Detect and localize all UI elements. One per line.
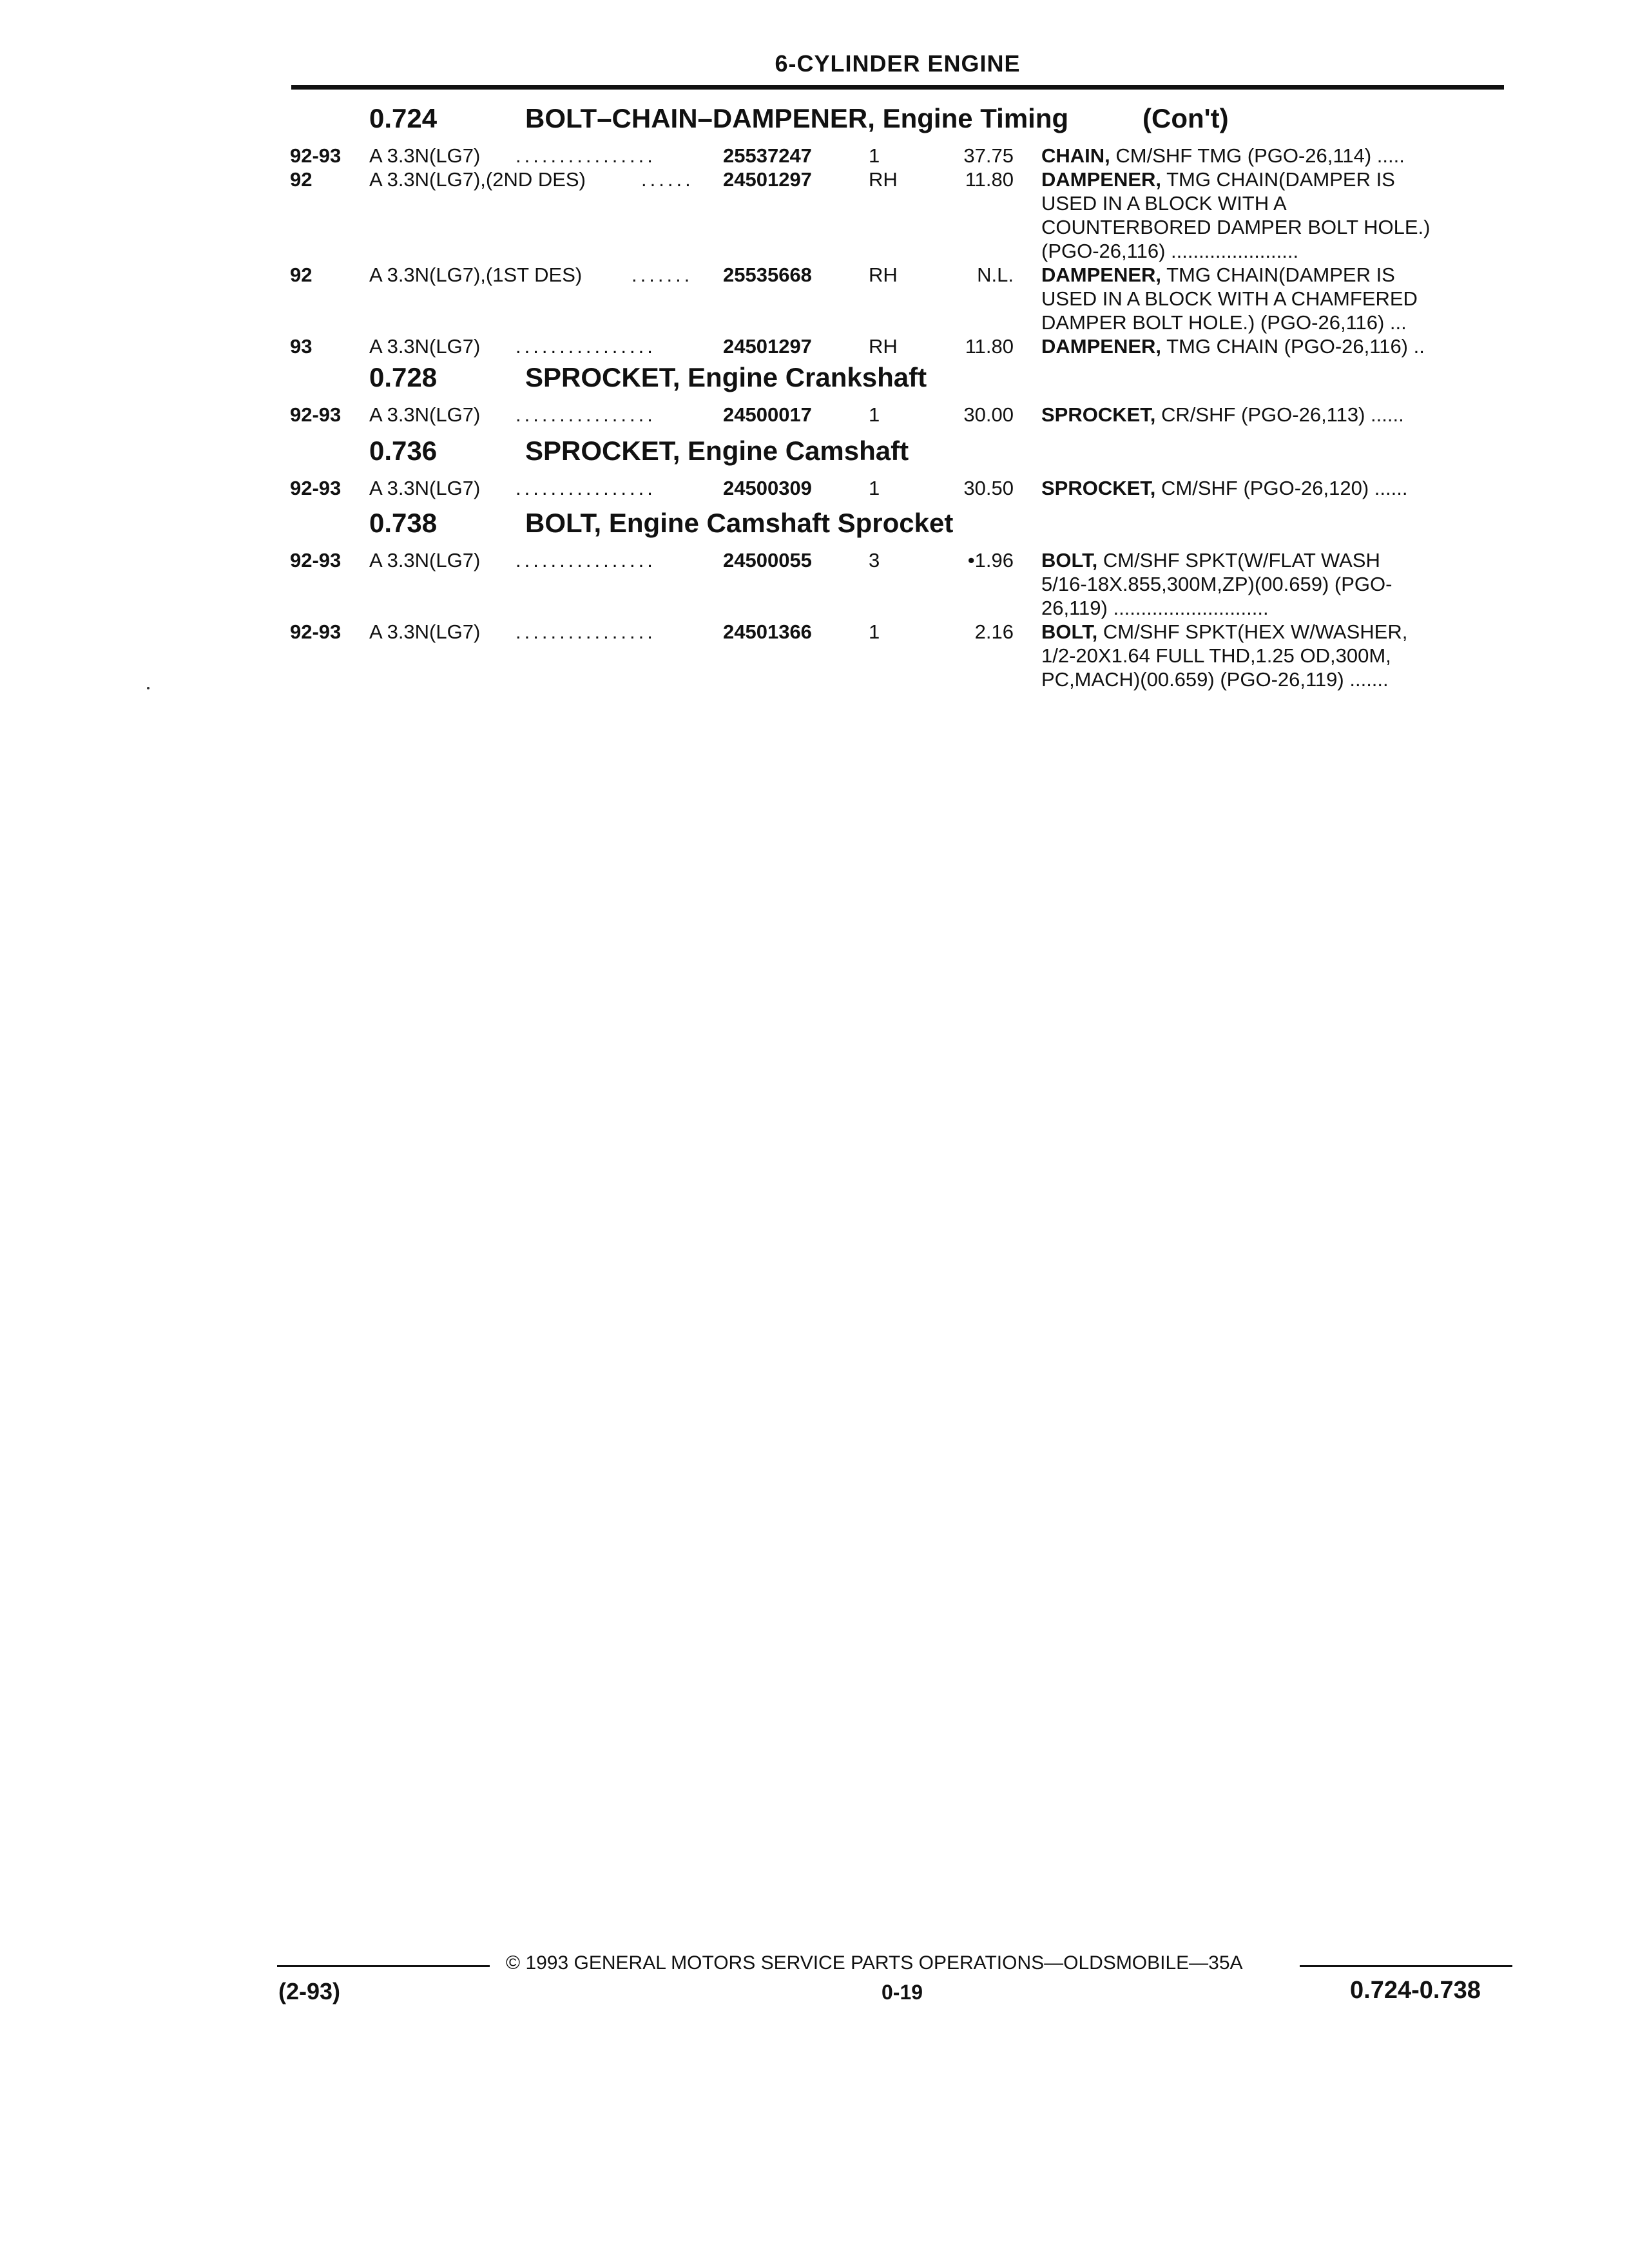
description-keyword: SPROCKET, [1041, 403, 1156, 426]
header-rule [291, 85, 1504, 90]
part-number: 25537247 [723, 144, 812, 167]
parts-row [0, 144, 1629, 168]
section-title [0, 436, 1629, 468]
section-title [0, 362, 1629, 394]
description-keyword: BOLT, [1041, 620, 1098, 643]
part-number: 24500309 [723, 477, 812, 499]
quantity: 1 [869, 620, 880, 643]
section-number: 0.724 [369, 103, 438, 133]
description-line: 1/2-20X1.64 FULL THD,1.25 OD,300M, [1041, 644, 1391, 667]
parts-row [0, 334, 1629, 358]
part-number: 24501297 [723, 335, 812, 358]
parts-row [0, 263, 1629, 334]
application: A 3.3N(LG7) [369, 477, 481, 499]
part-number: 24500055 [723, 549, 812, 572]
footer-page-number: 0-19 [882, 1981, 923, 2004]
description-line: DAMPER BOLT HOLE.) (PGO-26,116) ... [1041, 311, 1407, 334]
description-text: CM/SHF SPKT(HEX W/WASHER, [1097, 620, 1408, 643]
parts-row [0, 620, 1629, 691]
part-description [1041, 548, 1505, 620]
description-keyword: BOLT, [1041, 549, 1098, 572]
model-year: 92-93 [290, 620, 342, 643]
footer-date: (2-93) [278, 1978, 341, 2004]
model-year: 92-93 [290, 403, 342, 426]
section-title [0, 508, 1629, 540]
description-text: CR/SHF (PGO-26,113) ...... [1155, 403, 1404, 426]
part-number: 25535668 [723, 264, 812, 286]
price: 2.16 [974, 620, 1014, 643]
description-line: 5/16-18X.855,300M,ZP)(00.659) (PGO- [1041, 573, 1393, 595]
leader-dots: ................ [516, 477, 656, 499]
price: 30.50 [963, 477, 1014, 499]
leader-dots: ................ [516, 144, 656, 167]
parts-row [0, 168, 1629, 263]
page-title: 6-CYLINDER ENGINE [775, 50, 1021, 77]
leader-dots: ................ [516, 620, 656, 643]
section-name: BOLT–CHAIN–DAMPENER, Engine Timing [525, 103, 1069, 133]
quantity: 3 [869, 549, 880, 572]
application: A 3.3N(LG7) [369, 549, 481, 572]
section-name: SPROCKET, Engine Camshaft [525, 436, 909, 466]
description-text: CM/SHF SPKT(W/FLAT WASH [1097, 549, 1380, 572]
description-line: USED IN A BLOCK WITH A [1041, 192, 1287, 215]
part-description [1041, 620, 1505, 691]
leader-dots: ................ [516, 403, 656, 426]
model-year: 92 [290, 168, 313, 191]
quantity: RH [869, 335, 898, 358]
model-year: 92-93 [290, 477, 342, 499]
model-year: 92-93 [290, 144, 342, 167]
model-year: 92-93 [290, 549, 342, 572]
model-year: 93 [290, 335, 313, 358]
parts-row [0, 403, 1629, 427]
description-text: TMG CHAIN(DAMPER IS [1161, 264, 1395, 286]
footer-rule-left [277, 1965, 490, 1967]
description-keyword: DAMPENER, [1041, 335, 1162, 358]
price: 11.80 [965, 335, 1014, 358]
quantity: RH [869, 168, 898, 191]
leader-dots: ................ [516, 335, 656, 358]
part-description [1041, 168, 1505, 263]
price: 37.75 [963, 144, 1014, 167]
section-name: SPROCKET, Engine Crankshaft [525, 362, 927, 392]
application: A 3.3N(LG7) [369, 144, 481, 167]
footer-copyright: © 1993 GENERAL MOTORS SERVICE PARTS OPERATIONS—OLDSMOBILE—35A [506, 1952, 1243, 1974]
section-number: 0.728 [369, 362, 438, 392]
section-title [0, 103, 1629, 135]
quantity: 1 [869, 403, 880, 426]
leader-dots: ................ [516, 549, 656, 572]
part-description [1041, 334, 1505, 358]
quantity: 1 [869, 144, 880, 167]
part-number: 24501297 [723, 168, 812, 191]
description-keyword: DAMPENER, [1041, 168, 1162, 191]
application: A 3.3N(LG7),(1ST DES) [369, 264, 583, 286]
description-keyword: CHAIN, [1041, 144, 1110, 167]
part-number: 24500017 [723, 403, 812, 426]
quantity: 1 [869, 477, 880, 499]
description-keyword: SPROCKET, [1041, 477, 1156, 499]
application: A 3.3N(LG7) [369, 335, 481, 358]
part-description [1041, 263, 1505, 334]
section-continued: (Con't) [1142, 103, 1229, 133]
parts-row [0, 476, 1629, 500]
description-text: TMG CHAIN (PGO-26,116) .. [1161, 335, 1425, 358]
description-keyword: DAMPENER, [1041, 264, 1162, 286]
description-text: CM/SHF (PGO-26,120) ...... [1155, 477, 1408, 499]
application: A 3.3N(LG7),(2ND DES) [369, 168, 586, 191]
description-text: CM/SHF TMG (PGO-26,114) ..... [1110, 144, 1405, 167]
application: A 3.3N(LG7) [369, 403, 481, 426]
part-description [1041, 403, 1505, 427]
footer-section-range: 0.724-0.738 [1350, 1977, 1481, 2004]
part-description [1041, 144, 1505, 168]
model-year: 92 [290, 264, 313, 286]
description-text: TMG CHAIN(DAMPER IS [1161, 168, 1395, 191]
footer-rule-right [1300, 1965, 1512, 1967]
leader-dots: ...... [641, 168, 694, 191]
price: N.L. [977, 264, 1014, 286]
quantity: RH [869, 264, 898, 286]
leader-dots: ....... [631, 264, 693, 286]
section-number: 0.736 [369, 436, 438, 466]
description-line: PC,MACH)(00.659) (PGO-26,119) ....... [1041, 668, 1389, 691]
section-name: BOLT, Engine Camshaft Sprocket [525, 508, 954, 538]
description-line: COUNTERBORED DAMPER BOLT HOLE.) [1041, 216, 1431, 238]
section-number: 0.738 [369, 508, 438, 538]
description-line: (PGO-26,116) ....................... [1041, 240, 1299, 262]
description-line: 26,119) ............................ [1041, 597, 1269, 619]
price: 11.80 [965, 168, 1014, 191]
part-description [1041, 476, 1505, 500]
scan-speck [147, 687, 149, 689]
part-number: 24501366 [723, 620, 812, 643]
price: •1.96 [967, 549, 1014, 572]
parts-row [0, 548, 1629, 620]
price: 30.00 [963, 403, 1014, 426]
application: A 3.3N(LG7) [369, 620, 481, 643]
description-line: USED IN A BLOCK WITH A CHAMFERED [1041, 287, 1418, 310]
